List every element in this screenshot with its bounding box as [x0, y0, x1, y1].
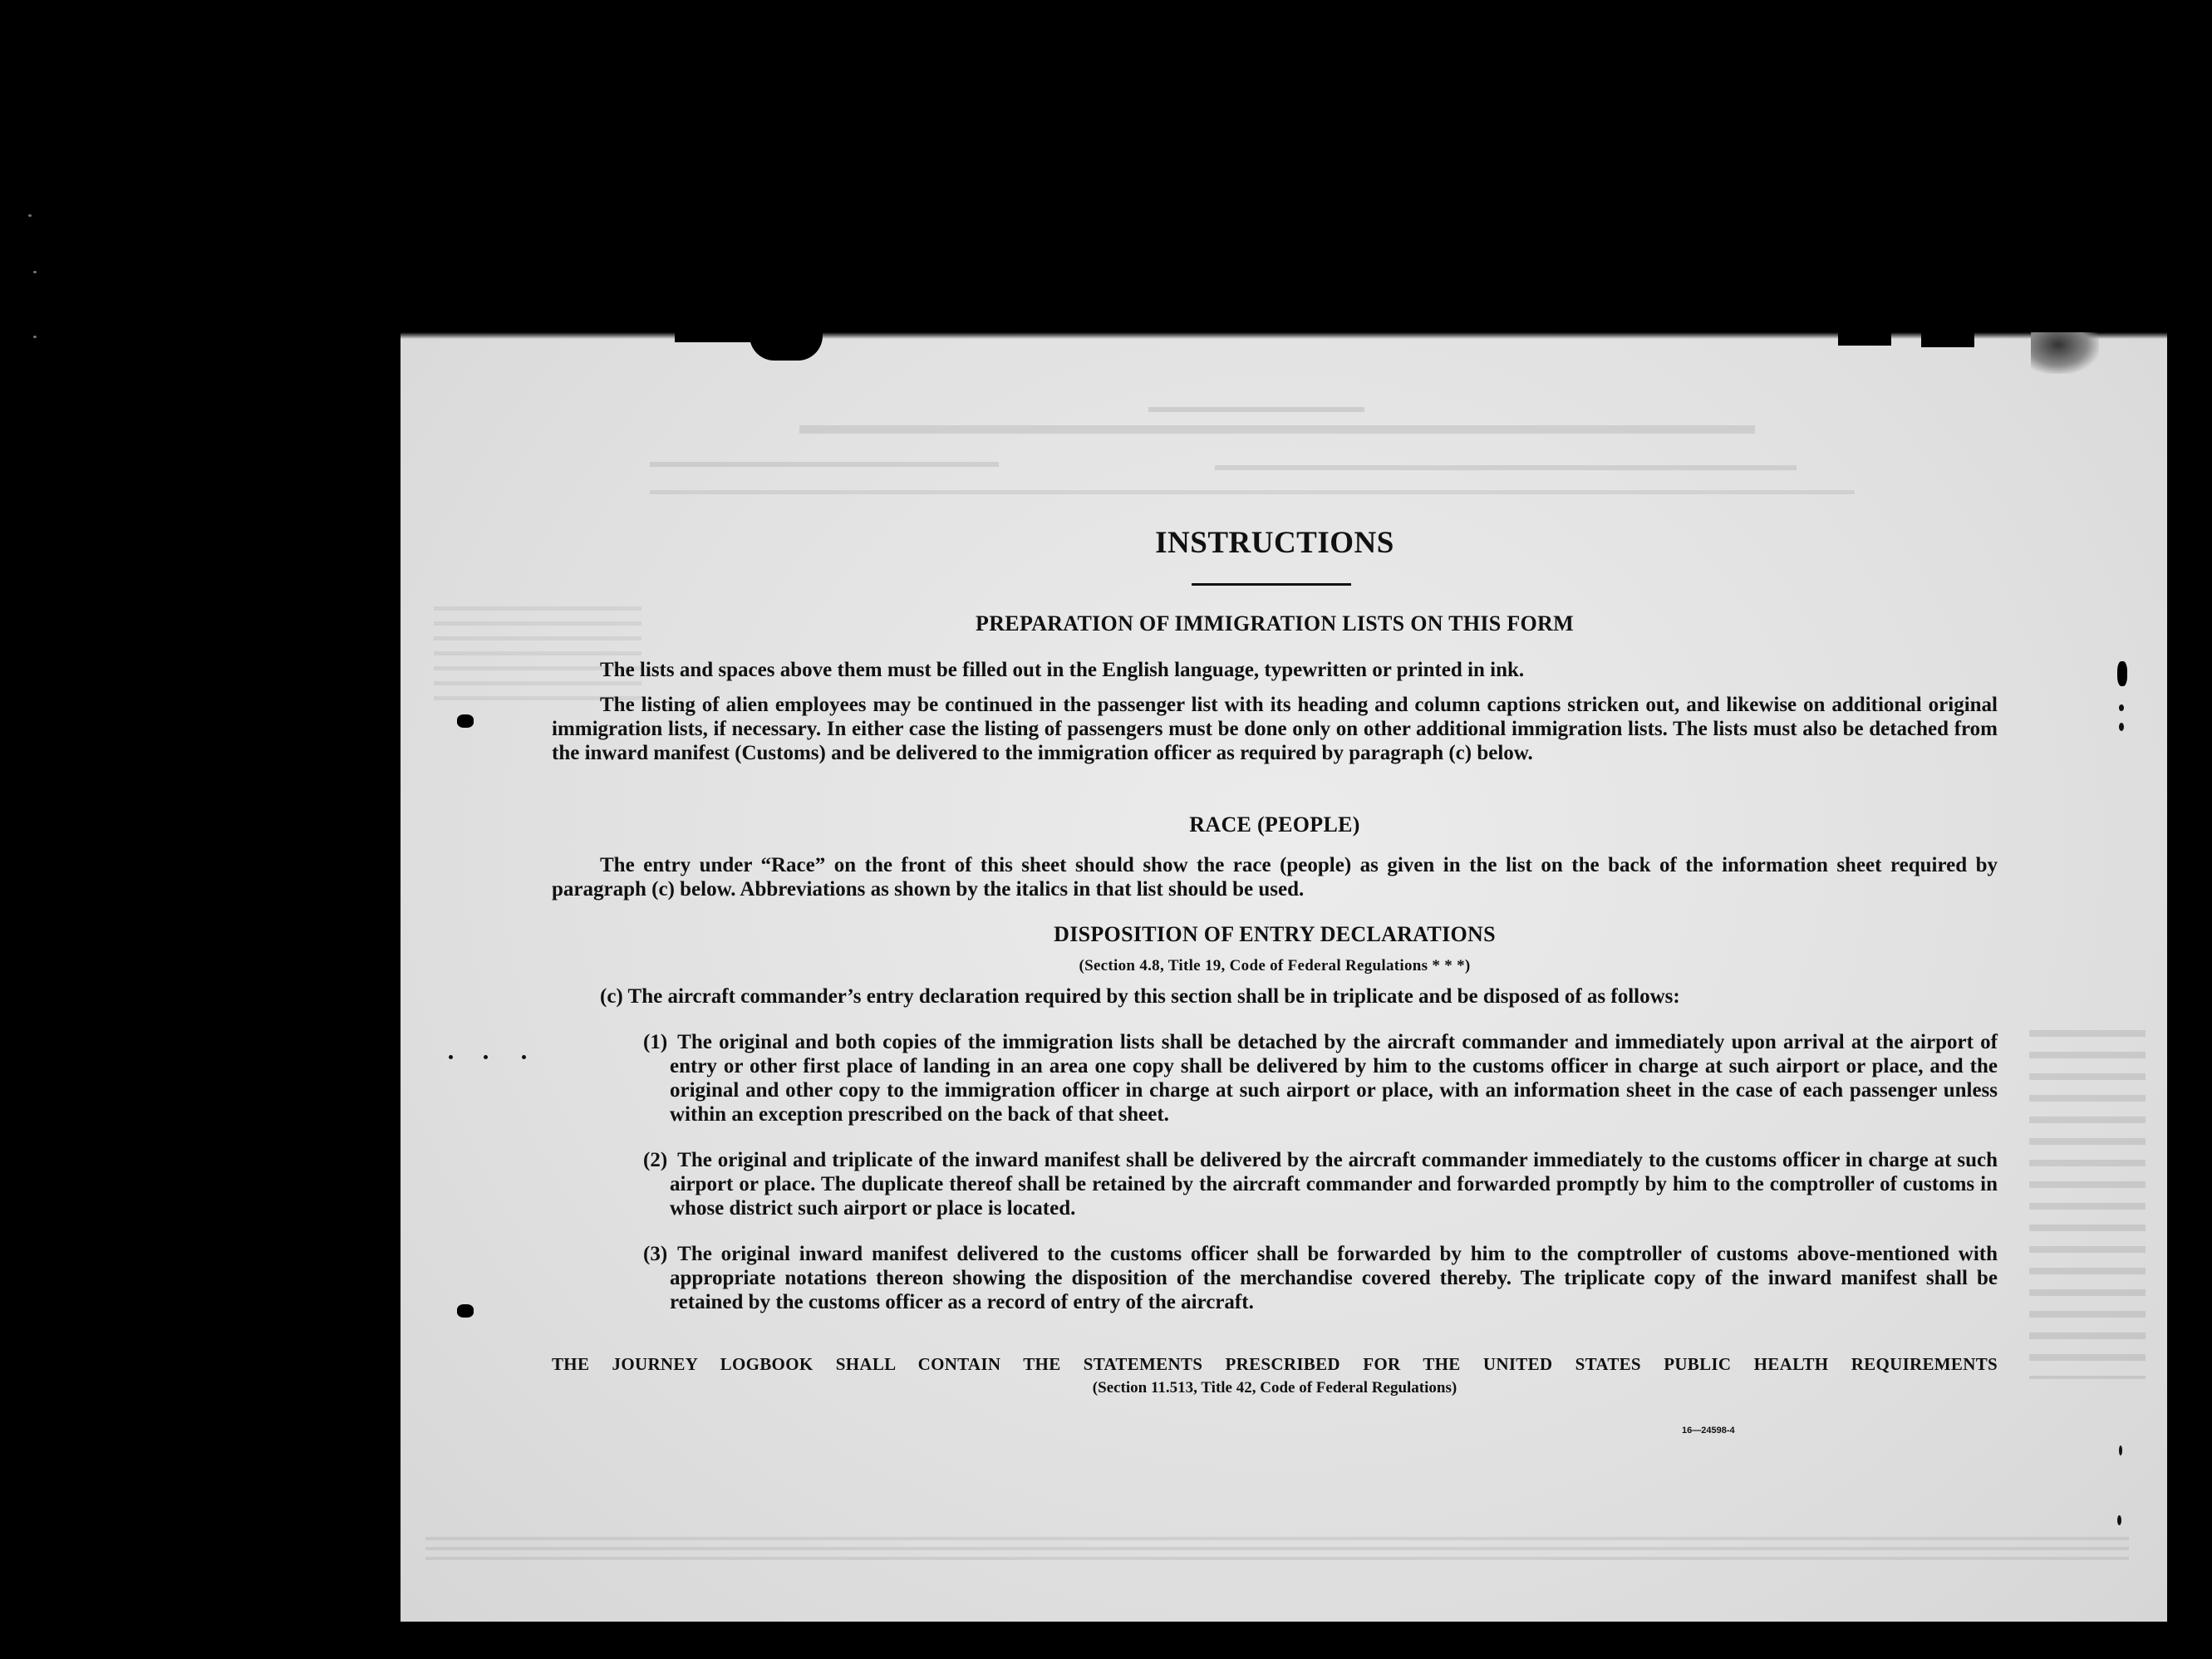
form-number: 16—24598-4	[1682, 1426, 1735, 1436]
margin-speck	[28, 214, 32, 217]
bleed-through	[650, 407, 1896, 507]
speck	[2119, 723, 2124, 731]
race-paragraph: The entry under “Race” on the front of this sheet should show the race (people) as given in the list on the back of the information sheet required by paragraph (c) below. Abbreviations as shown by the italics in that list should be used.	[552, 854, 1998, 901]
speck	[2119, 704, 2124, 711]
disposition-lead: (c) The aircraft commander’s entry declaration required by this section shall be in triplicate and be disposed of as follows:	[600, 985, 1680, 1008]
disposition-item-3	[643, 1242, 1998, 1314]
item-text: The original and both copies of the immigration lists shall be detached by the aircraft commander and immediately upon arrival at the airport of entry or other first place of landing in an area one copy shall be delivered by him to the customs officer in charge at such airport or place, and the original and other copy to the immigration officer in charge at such airport or place, with an information sheet in the case of each passenger unless within an exception prescribed on the back of that sheet.	[670, 1031, 1998, 1126]
top-edge-shadow	[401, 332, 2167, 339]
margin-speck	[33, 336, 37, 338]
disposition-citation: (Section 4.8, Title 19, Code of Federal Regulations * * *)	[1079, 957, 1471, 974]
public-health-citation: (Section 11.513, Title 42, Code of Federal Regulations)	[1092, 1379, 1457, 1396]
race-heading: RACE (PEOPLE)	[1189, 812, 1360, 837]
speck	[2119, 1445, 2122, 1455]
paper-sheet	[401, 332, 2167, 1622]
disposition-item-2	[643, 1148, 1998, 1220]
punch-hole-mark	[2117, 661, 2127, 686]
punch-hole-mark	[457, 714, 474, 728]
bleed-through-bottom	[425, 1537, 2129, 1562]
speck	[2117, 1515, 2121, 1525]
torn-notch	[675, 332, 774, 342]
torn-notch	[1838, 332, 1891, 346]
torn-corner	[2031, 332, 2099, 374]
speck	[522, 1055, 526, 1059]
speck	[484, 1055, 488, 1059]
speck	[449, 1055, 453, 1059]
item-number: (2)	[643, 1149, 668, 1171]
disposition-heading: DISPOSITION OF ENTRY DECLARATIONS	[1054, 922, 1496, 946]
torn-notch	[1921, 332, 1974, 347]
immigration-heading: PREPARATION OF IMMIGRATION LISTS ON THIS FORM	[976, 611, 1574, 636]
punch-hole-mark	[457, 1304, 474, 1318]
item-text: The original and triplicate of the inward manifest shall be delivered by the aircraft commander immediately to the customs officer in charge at such airport or place. The duplicate thereof shall be retained by the aircraft commander and forwarded promptly by him to the comptroller of customs in whose district such airport or place is located.	[670, 1149, 1998, 1220]
document-title: INSTRUCTIONS	[1155, 526, 1394, 560]
item-text: The original inward manifest delivered to the customs officer shall be forwarded by him to the comptroller of customs above-mentioned with appropriate notations thereon showing the disposition of the merchandise covered thereby. The triplicate copy of the inward manifest shall be retained by the customs officer as a record of entry of the aircraft.	[670, 1243, 1998, 1313]
bleed-through-right	[2029, 1030, 2146, 1379]
immigration-paragraph-2: The listing of alien employees may be continued in the passenger list with its heading and column captions stricken out, and likewise on additional original immigration lists, if necessary. In either case the listing of passengers must be done only on other additional immigration lists. The lists must also be detached from the inward manifest (Customs) and be delivered to the immigration officer as required by paragraph (c) below.	[552, 694, 1998, 764]
title-underline	[1192, 583, 1351, 586]
immigration-paragraph-1: The lists and spaces above them must be filled out in the English language, typewritten or printed in ink.	[600, 659, 1525, 681]
item-number: (1)	[643, 1031, 668, 1053]
item-number: (3)	[643, 1243, 668, 1265]
disposition-item-1	[643, 1030, 1998, 1126]
public-health-statement: THE JOURNEY LOGBOOK SHALL CONTAIN THE STATEMENTS PRESCRIBED FOR THE UNITED STATES PUBLIC HEALTH REQUIREMENTS	[552, 1354, 1998, 1374]
margin-speck	[33, 271, 37, 273]
